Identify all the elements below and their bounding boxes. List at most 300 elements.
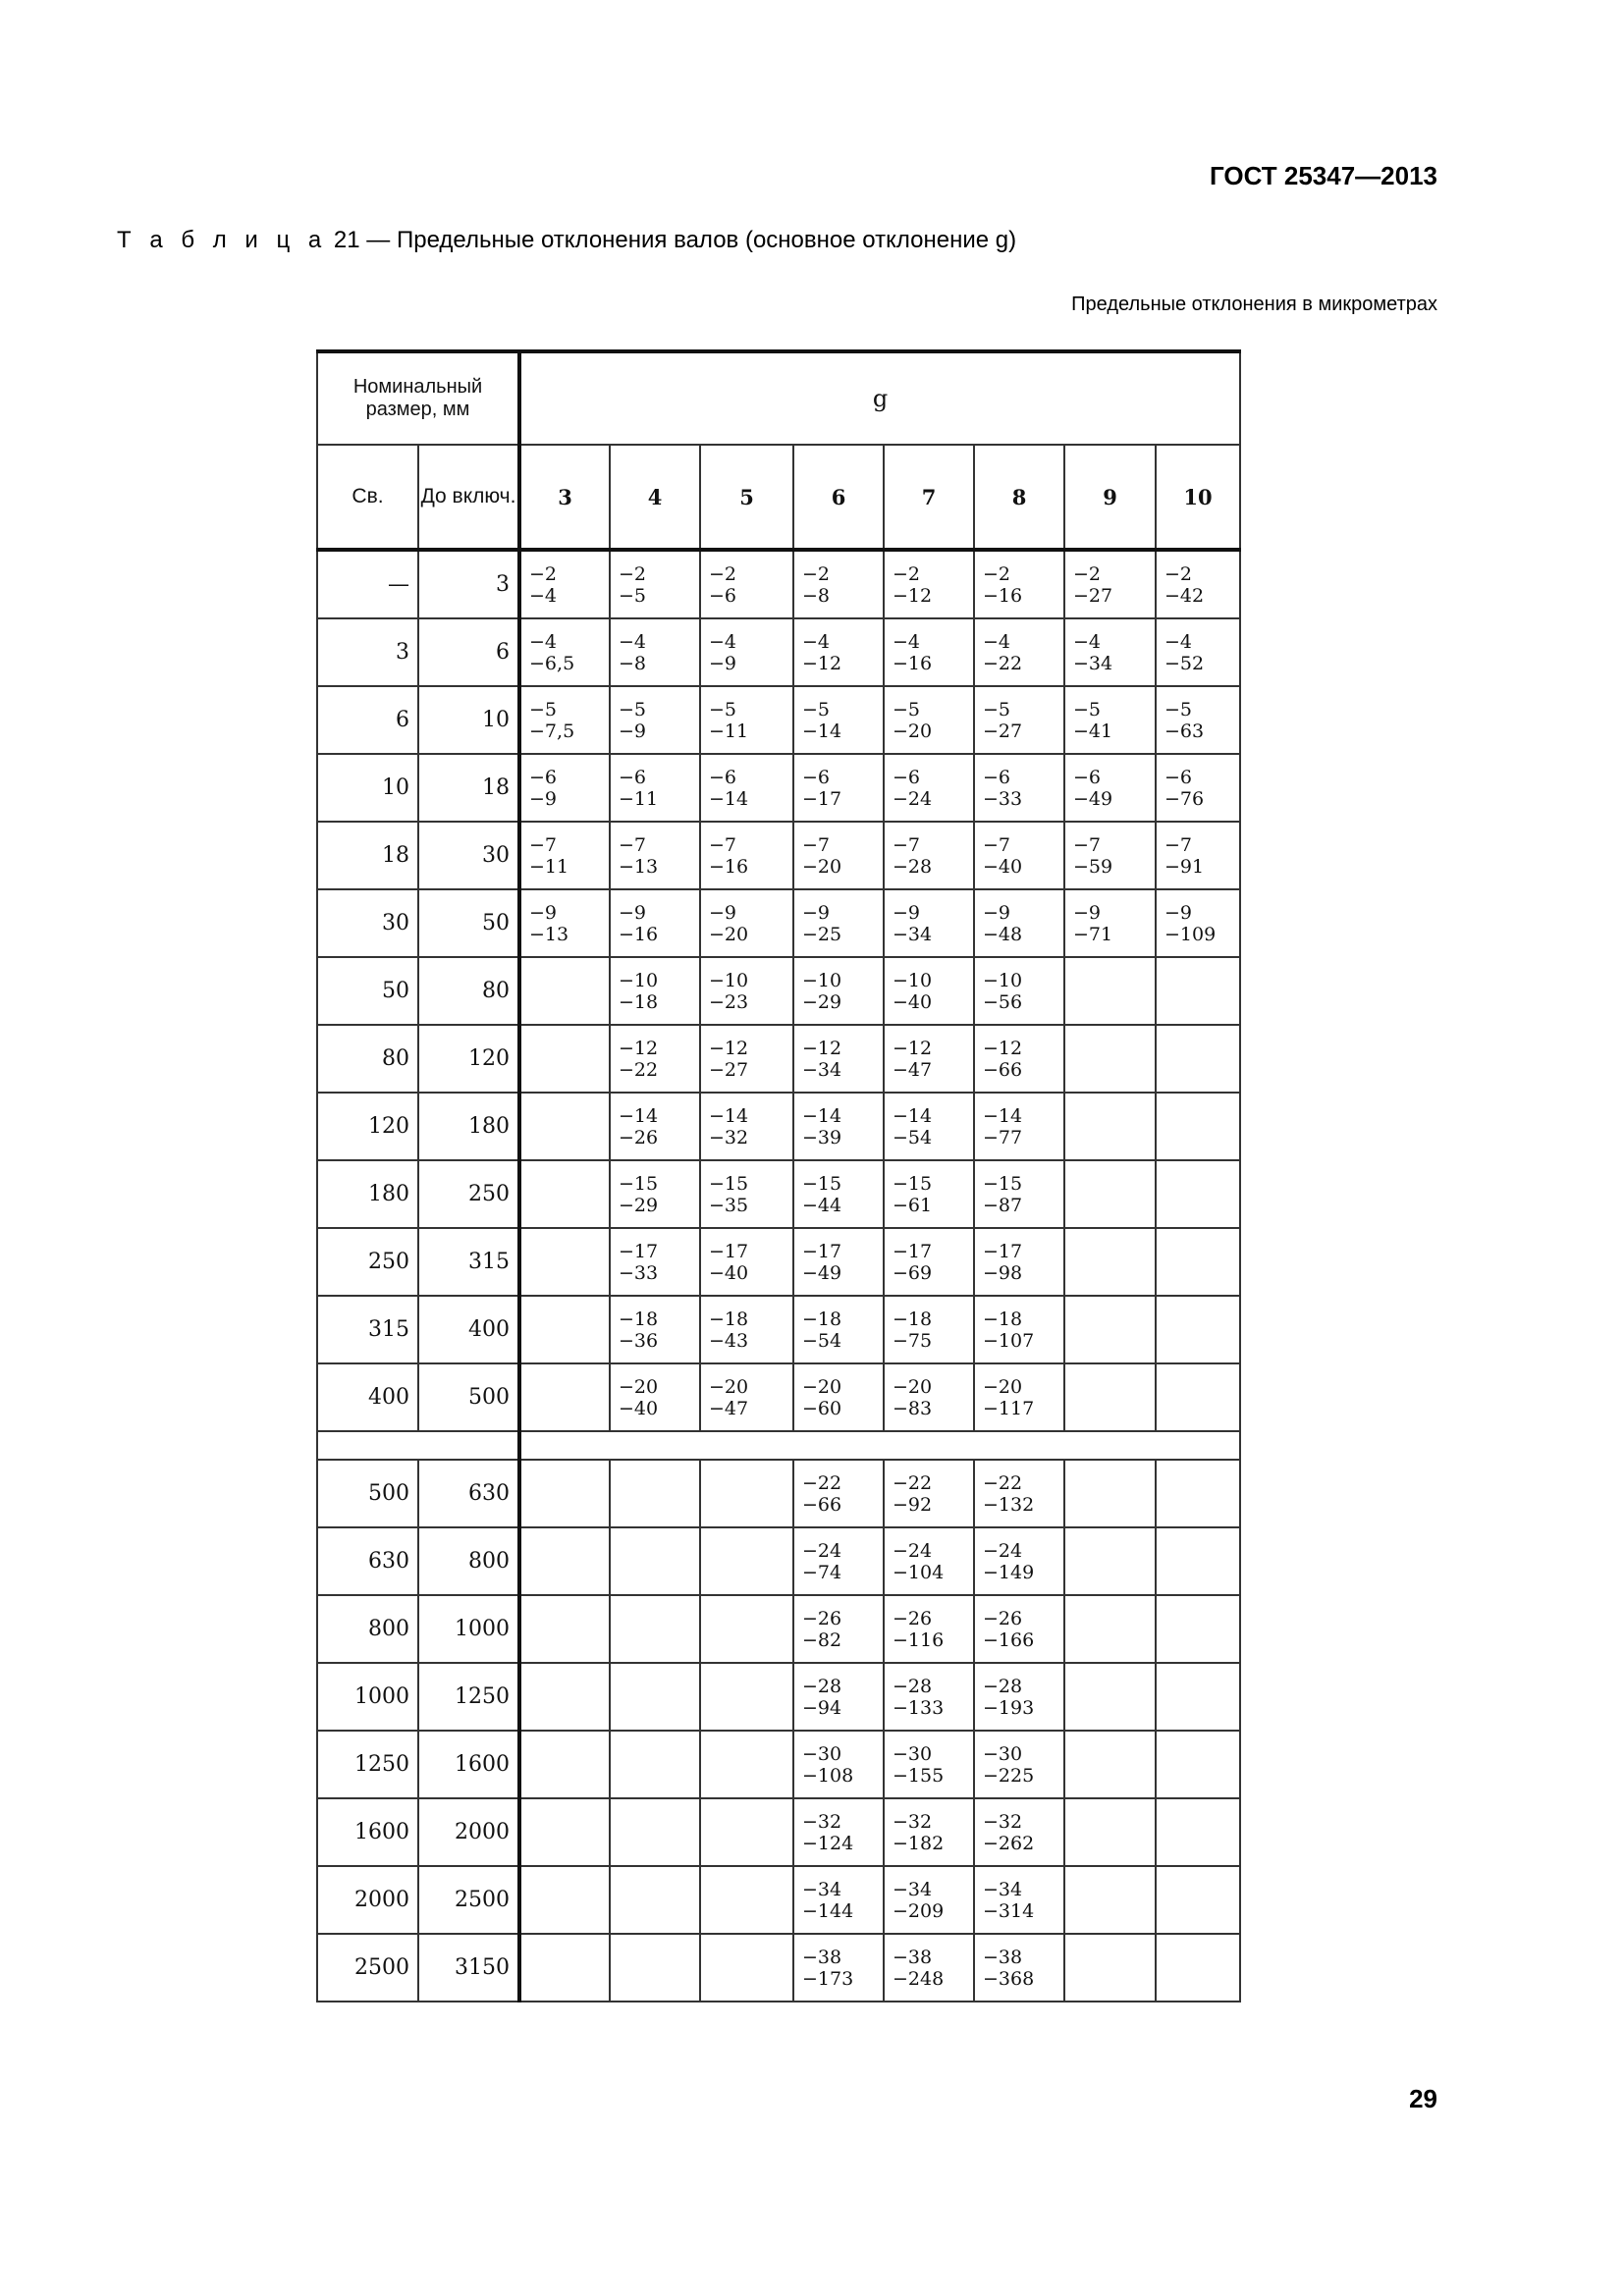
deviation-cell bbox=[793, 889, 884, 957]
upper-deviation: −2 bbox=[893, 562, 921, 585]
table-row bbox=[317, 1663, 1240, 1731]
table-row bbox=[317, 550, 1240, 618]
table-row bbox=[317, 822, 1240, 889]
deviation-cell bbox=[793, 822, 884, 889]
upper-deviation: −34 bbox=[893, 1878, 933, 1900]
lower-deviation: −144 bbox=[802, 1899, 854, 1922]
lower-deviation: −44 bbox=[802, 1194, 842, 1216]
deviation-cell bbox=[884, 1527, 974, 1595]
deviation-cell bbox=[884, 550, 974, 618]
page-number: 29 bbox=[1409, 2084, 1437, 2113]
upper-deviation: −7 bbox=[893, 833, 921, 856]
deviation-cell bbox=[519, 889, 610, 957]
deviation-cell bbox=[974, 686, 1064, 754]
lower-deviation: −36 bbox=[619, 1329, 659, 1352]
deviation-cell bbox=[1156, 889, 1240, 957]
deviation-cell bbox=[519, 822, 610, 889]
deviation-cell bbox=[700, 754, 793, 822]
quality-header: 5 bbox=[700, 445, 793, 550]
size-to-cell: 6 bbox=[418, 618, 519, 686]
deviation-cell bbox=[974, 618, 1064, 686]
upper-deviation: −15 bbox=[619, 1172, 659, 1195]
upper-deviation: −5 bbox=[1073, 698, 1102, 721]
upper-deviation: −4 bbox=[893, 630, 921, 653]
deviation-cell bbox=[1064, 1296, 1156, 1363]
quality-header: 3 bbox=[519, 445, 610, 550]
upper-deviation: −26 bbox=[802, 1607, 842, 1629]
lower-deviation: −56 bbox=[983, 990, 1023, 1013]
lower-deviation: −8 bbox=[619, 652, 647, 674]
size-from-cell: 2500 bbox=[317, 1934, 418, 2002]
upper-deviation: −7 bbox=[619, 833, 647, 856]
size-from-cell: 6 bbox=[317, 686, 418, 754]
upper-deviation: −22 bbox=[893, 1471, 933, 1494]
deviation-cell bbox=[884, 1025, 974, 1093]
lower-deviation: −66 bbox=[983, 1058, 1023, 1081]
lower-deviation: −262 bbox=[983, 1832, 1035, 1854]
deviation-cell bbox=[884, 957, 974, 1025]
upper-deviation: −7 bbox=[709, 833, 737, 856]
lower-deviation: −26 bbox=[619, 1126, 659, 1148]
deviation-cell bbox=[884, 618, 974, 686]
lower-deviation: −69 bbox=[893, 1261, 933, 1284]
deviation-cell bbox=[610, 1798, 700, 1866]
deviation-cell bbox=[793, 754, 884, 822]
size-from-cell: 50 bbox=[317, 957, 418, 1025]
deviation-cell bbox=[974, 1160, 1064, 1228]
lower-deviation: −107 bbox=[983, 1329, 1035, 1352]
deviation-cell bbox=[700, 1025, 793, 1093]
lower-deviation: −225 bbox=[983, 1764, 1035, 1787]
upper-deviation: −2 bbox=[802, 562, 831, 585]
size-from-cell: 500 bbox=[317, 1460, 418, 1527]
upper-deviation: −38 bbox=[802, 1946, 842, 1968]
lower-deviation: −52 bbox=[1164, 652, 1205, 674]
lower-deviation: −193 bbox=[983, 1696, 1035, 1719]
upper-deviation: −22 bbox=[802, 1471, 842, 1494]
deviation-cell bbox=[974, 957, 1064, 1025]
deviation-cell bbox=[519, 550, 610, 618]
size-from-cell: 2000 bbox=[317, 1866, 418, 1934]
size-to-cell: 1250 bbox=[418, 1663, 519, 1731]
deviation-cell bbox=[519, 1025, 610, 1093]
deviation-cell bbox=[1064, 1798, 1156, 1866]
deviation-cell bbox=[1064, 1160, 1156, 1228]
size-from-cell: 10 bbox=[317, 754, 418, 822]
deviation-cell bbox=[974, 1663, 1064, 1731]
deviation-cell bbox=[1156, 1160, 1240, 1228]
quality-header: 4 bbox=[610, 445, 700, 550]
table-row bbox=[317, 1460, 1240, 1527]
deviation-cell bbox=[610, 1731, 700, 1798]
deviation-cell bbox=[700, 957, 793, 1025]
lower-deviation: −16 bbox=[983, 584, 1023, 607]
deviation-cell bbox=[700, 1228, 793, 1296]
upper-deviation: −20 bbox=[619, 1375, 659, 1398]
lower-deviation: −16 bbox=[893, 652, 933, 674]
lower-deviation: −4 bbox=[529, 584, 558, 607]
deviation-cell bbox=[519, 1595, 610, 1663]
upper-deviation: −20 bbox=[709, 1375, 749, 1398]
deviation-cell bbox=[793, 550, 884, 618]
deviation-cell bbox=[793, 1527, 884, 1595]
deviation-cell bbox=[974, 1296, 1064, 1363]
upper-deviation: −18 bbox=[619, 1308, 659, 1330]
size-to-cell: 80 bbox=[418, 957, 519, 1025]
lower-deviation: −91 bbox=[1164, 855, 1205, 878]
deviation-cell bbox=[974, 1731, 1064, 1798]
lower-deviation: −6 bbox=[709, 584, 737, 607]
deviation-cell bbox=[793, 1228, 884, 1296]
lower-deviation: −5 bbox=[619, 584, 647, 607]
table-row bbox=[317, 889, 1240, 957]
upper-deviation: −26 bbox=[893, 1607, 933, 1629]
lower-deviation: −11 bbox=[529, 855, 569, 878]
upper-deviation: −32 bbox=[802, 1810, 842, 1833]
deviations-table bbox=[316, 349, 1241, 2002]
upper-deviation: −6 bbox=[1073, 766, 1102, 788]
deviation-cell bbox=[610, 754, 700, 822]
upper-deviation: −14 bbox=[893, 1104, 933, 1127]
deviation-cell bbox=[700, 686, 793, 754]
deviation-cell bbox=[974, 1363, 1064, 1431]
lower-deviation: −49 bbox=[1073, 787, 1113, 810]
lower-deviation: −27 bbox=[1073, 584, 1113, 607]
deviation-cell bbox=[884, 1296, 974, 1363]
upper-deviation: −7 bbox=[529, 833, 558, 856]
lower-deviation: −14 bbox=[709, 787, 749, 810]
deviation-cell bbox=[610, 1527, 700, 1595]
deviation-cell bbox=[1064, 754, 1156, 822]
deviation-cell bbox=[519, 1228, 610, 1296]
deviation-cell bbox=[793, 1731, 884, 1798]
subheader-row bbox=[317, 445, 1240, 550]
upper-deviation: −9 bbox=[1164, 901, 1193, 924]
deviation-cell bbox=[1156, 1296, 1240, 1363]
upper-deviation: −15 bbox=[709, 1172, 749, 1195]
upper-deviation: −2 bbox=[619, 562, 647, 585]
upper-deviation: −17 bbox=[619, 1240, 659, 1262]
upper-deviation: −38 bbox=[983, 1946, 1023, 1968]
deviation-cell bbox=[519, 1460, 610, 1527]
lower-deviation: −9 bbox=[709, 652, 737, 674]
upper-deviation: −12 bbox=[619, 1037, 659, 1059]
lower-deviation: −13 bbox=[619, 855, 659, 878]
size-from-cell: 3 bbox=[317, 618, 418, 686]
deviation-cell bbox=[1156, 1025, 1240, 1093]
deviation-cell bbox=[610, 822, 700, 889]
deviation-cell bbox=[793, 1160, 884, 1228]
lower-deviation: −18 bbox=[619, 990, 659, 1013]
deviation-cell bbox=[884, 1160, 974, 1228]
deviation-cell bbox=[1156, 550, 1240, 618]
deviation-cell bbox=[700, 1093, 793, 1160]
deviation-cell bbox=[884, 1934, 974, 2002]
upper-deviation: −9 bbox=[893, 901, 921, 924]
upper-deviation: −6 bbox=[893, 766, 921, 788]
upper-deviation: −32 bbox=[983, 1810, 1023, 1833]
deviation-cell bbox=[610, 1296, 700, 1363]
size-to-cell: 10 bbox=[418, 686, 519, 754]
upper-deviation: −9 bbox=[802, 901, 831, 924]
deviation-cell bbox=[884, 1595, 974, 1663]
table-row bbox=[317, 1595, 1240, 1663]
upper-deviation: −2 bbox=[983, 562, 1011, 585]
size-to-cell: 630 bbox=[418, 1460, 519, 1527]
deviation-cell bbox=[610, 1934, 700, 2002]
table-row bbox=[317, 618, 1240, 686]
lower-deviation: −6,5 bbox=[529, 652, 575, 674]
lower-deviation: −166 bbox=[983, 1629, 1035, 1651]
lower-deviation: −20 bbox=[893, 720, 933, 742]
deviation-cell bbox=[793, 618, 884, 686]
deviation-cell bbox=[793, 1663, 884, 1731]
deviation-cell bbox=[793, 1934, 884, 2002]
quality-header: 7 bbox=[884, 445, 974, 550]
upper-deviation: −5 bbox=[1164, 698, 1193, 721]
deviation-cell bbox=[610, 957, 700, 1025]
lower-deviation: −22 bbox=[983, 652, 1023, 674]
deviation-cell bbox=[793, 1093, 884, 1160]
upper-deviation: −4 bbox=[1164, 630, 1193, 653]
upper-deviation: −14 bbox=[619, 1104, 659, 1127]
lower-deviation: −32 bbox=[709, 1126, 749, 1148]
upper-deviation: −17 bbox=[802, 1240, 842, 1262]
deviation-cell bbox=[1064, 1025, 1156, 1093]
lower-deviation: −33 bbox=[983, 787, 1023, 810]
lower-deviation: −7,5 bbox=[529, 720, 575, 742]
deviation-cell bbox=[610, 1595, 700, 1663]
table-row bbox=[317, 1160, 1240, 1228]
lower-deviation: −34 bbox=[802, 1058, 842, 1081]
lower-deviation: −28 bbox=[893, 855, 933, 878]
deviation-cell bbox=[700, 1866, 793, 1934]
upper-deviation: −6 bbox=[1164, 766, 1193, 788]
upper-deviation: −24 bbox=[802, 1539, 842, 1562]
lower-deviation: −40 bbox=[983, 855, 1023, 878]
lower-deviation: −17 bbox=[802, 787, 842, 810]
upper-deviation: −18 bbox=[802, 1308, 842, 1330]
upper-deviation: −24 bbox=[983, 1539, 1023, 1562]
upper-deviation: −15 bbox=[983, 1172, 1023, 1195]
deviation-cell bbox=[610, 1866, 700, 1934]
deviation-cell bbox=[793, 1866, 884, 1934]
deviation-cell bbox=[974, 822, 1064, 889]
size-from-cell: 30 bbox=[317, 889, 418, 957]
size-to-cell: 400 bbox=[418, 1296, 519, 1363]
deviation-cell bbox=[610, 1025, 700, 1093]
deviation-cell bbox=[700, 1160, 793, 1228]
upper-deviation: −10 bbox=[983, 969, 1023, 991]
size-to-header: До включ. bbox=[418, 445, 519, 550]
deviation-cell bbox=[700, 1595, 793, 1663]
deviation-cell bbox=[700, 822, 793, 889]
upper-deviation: −15 bbox=[802, 1172, 842, 1195]
lower-deviation: −34 bbox=[893, 923, 933, 945]
deviation-cell bbox=[1156, 957, 1240, 1025]
deviation-cell bbox=[1064, 1866, 1156, 1934]
size-from-header: Св. bbox=[317, 445, 418, 550]
lower-deviation: −27 bbox=[983, 720, 1023, 742]
deviation-cell bbox=[793, 1296, 884, 1363]
size-from-cell: 1250 bbox=[317, 1731, 418, 1798]
lower-deviation: −77 bbox=[983, 1126, 1023, 1148]
deviation-g-header: g bbox=[519, 351, 1240, 445]
deviation-cell bbox=[974, 1595, 1064, 1663]
table-row bbox=[317, 1296, 1240, 1363]
lower-deviation: −314 bbox=[983, 1899, 1035, 1922]
deviation-cell bbox=[793, 1460, 884, 1527]
deviation-cell bbox=[1064, 1460, 1156, 1527]
deviation-cell bbox=[974, 1527, 1064, 1595]
upper-deviation: −34 bbox=[802, 1878, 842, 1900]
deviation-cell bbox=[1064, 957, 1156, 1025]
deviation-cell bbox=[974, 754, 1064, 822]
lower-deviation: −11 bbox=[709, 720, 749, 742]
lower-deviation: −132 bbox=[983, 1493, 1035, 1516]
upper-deviation: −4 bbox=[619, 630, 647, 653]
document-standard-number: ГОСТ 25347—2013 bbox=[1210, 161, 1437, 190]
lower-deviation: −82 bbox=[802, 1629, 842, 1651]
size-from-cell: 18 bbox=[317, 822, 418, 889]
deviation-cell bbox=[1064, 822, 1156, 889]
deviation-cell bbox=[884, 1460, 974, 1527]
lower-deviation: −34 bbox=[1073, 652, 1113, 674]
lower-deviation: −9 bbox=[619, 720, 647, 742]
lower-deviation: −59 bbox=[1073, 855, 1113, 878]
table-row bbox=[317, 686, 1240, 754]
deviation-cell bbox=[1156, 1798, 1240, 1866]
size-to-cell: 2000 bbox=[418, 1798, 519, 1866]
size-to-cell: 1600 bbox=[418, 1731, 519, 1798]
deviation-cell bbox=[519, 1663, 610, 1731]
deviation-cell bbox=[610, 686, 700, 754]
size-to-cell: 18 bbox=[418, 754, 519, 822]
size-to-cell: 3 bbox=[418, 550, 519, 618]
lower-deviation: −155 bbox=[893, 1764, 945, 1787]
lower-deviation: −124 bbox=[802, 1832, 854, 1854]
deviation-cell bbox=[974, 1228, 1064, 1296]
size-from-cell: 120 bbox=[317, 1093, 418, 1160]
lower-deviation: −104 bbox=[893, 1561, 945, 1583]
lower-deviation: −22 bbox=[619, 1058, 659, 1081]
table-row bbox=[317, 1731, 1240, 1798]
deviation-cell bbox=[1064, 1595, 1156, 1663]
lower-deviation: −109 bbox=[1164, 923, 1217, 945]
deviation-cell bbox=[884, 686, 974, 754]
table-row bbox=[317, 1866, 1240, 1934]
upper-deviation: −7 bbox=[1164, 833, 1193, 856]
size-to-cell: 120 bbox=[418, 1025, 519, 1093]
upper-deviation: −38 bbox=[893, 1946, 933, 1968]
deviation-cell bbox=[519, 1296, 610, 1363]
lower-deviation: −117 bbox=[983, 1397, 1035, 1419]
lower-deviation: −71 bbox=[1073, 923, 1113, 945]
deviation-cell bbox=[610, 1663, 700, 1731]
lower-deviation: −75 bbox=[893, 1329, 933, 1352]
deviation-cell bbox=[610, 1460, 700, 1527]
lower-deviation: −29 bbox=[802, 990, 842, 1013]
lower-deviation: −54 bbox=[893, 1126, 933, 1148]
table-gap-row bbox=[317, 1431, 1240, 1460]
upper-deviation: −20 bbox=[983, 1375, 1023, 1398]
deviation-cell bbox=[1156, 754, 1240, 822]
deviation-cell bbox=[519, 1866, 610, 1934]
lower-deviation: −92 bbox=[893, 1493, 933, 1516]
deviation-cell bbox=[519, 1527, 610, 1595]
upper-deviation: −10 bbox=[893, 969, 933, 991]
size-from-cell: — bbox=[317, 550, 418, 618]
deviation-cell bbox=[974, 1093, 1064, 1160]
size-to-cell: 800 bbox=[418, 1527, 519, 1595]
lower-deviation: −27 bbox=[709, 1058, 749, 1081]
lower-deviation: −94 bbox=[802, 1696, 842, 1719]
deviation-cell bbox=[519, 1160, 610, 1228]
size-from-cell: 180 bbox=[317, 1160, 418, 1228]
quality-header: 9 bbox=[1064, 445, 1156, 550]
deviation-cell bbox=[519, 1363, 610, 1431]
upper-deviation: −15 bbox=[893, 1172, 933, 1195]
deviation-cell bbox=[884, 754, 974, 822]
upper-deviation: −7 bbox=[1073, 833, 1102, 856]
upper-deviation: −9 bbox=[1073, 901, 1102, 924]
units-note: Предельные отклонения в микрометрах bbox=[1071, 294, 1437, 315]
table-row bbox=[317, 754, 1240, 822]
deviation-cell bbox=[610, 1228, 700, 1296]
lower-deviation: −149 bbox=[983, 1561, 1035, 1583]
lower-deviation: −74 bbox=[802, 1561, 842, 1583]
upper-deviation: −7 bbox=[802, 833, 831, 856]
deviation-cell bbox=[1156, 1527, 1240, 1595]
deviation-cell bbox=[974, 1934, 1064, 2002]
deviation-cell bbox=[793, 1798, 884, 1866]
lower-deviation: −14 bbox=[802, 720, 842, 742]
upper-deviation: −4 bbox=[802, 630, 831, 653]
lower-deviation: −12 bbox=[893, 584, 933, 607]
deviation-cell bbox=[700, 618, 793, 686]
deviation-cell bbox=[1156, 618, 1240, 686]
deviation-cell bbox=[1156, 1228, 1240, 1296]
upper-deviation: −6 bbox=[802, 766, 831, 788]
lower-deviation: −60 bbox=[802, 1397, 842, 1419]
lower-deviation: −23 bbox=[709, 990, 749, 1013]
lower-deviation: −54 bbox=[802, 1329, 842, 1352]
deviation-cell bbox=[700, 1934, 793, 2002]
upper-deviation: −2 bbox=[709, 562, 737, 585]
lower-deviation: −76 bbox=[1164, 787, 1205, 810]
upper-deviation: −30 bbox=[893, 1742, 933, 1765]
upper-deviation: −4 bbox=[1073, 630, 1102, 653]
deviation-cell bbox=[974, 550, 1064, 618]
upper-deviation: −17 bbox=[893, 1240, 933, 1262]
deviation-cell bbox=[1064, 1228, 1156, 1296]
deviation-cell bbox=[700, 1296, 793, 1363]
lower-deviation: −61 bbox=[893, 1194, 933, 1216]
size-from-cell: 250 bbox=[317, 1228, 418, 1296]
lower-deviation: −133 bbox=[893, 1696, 945, 1719]
lower-deviation: −8 bbox=[802, 584, 831, 607]
upper-deviation: −12 bbox=[983, 1037, 1023, 1059]
quality-header: 6 bbox=[793, 445, 884, 550]
lower-deviation: −49 bbox=[802, 1261, 842, 1284]
upper-deviation: −2 bbox=[1164, 562, 1193, 585]
deviation-cell bbox=[884, 1798, 974, 1866]
table-caption bbox=[117, 227, 1016, 254]
lower-deviation: −47 bbox=[893, 1058, 933, 1081]
upper-deviation: −6 bbox=[983, 766, 1011, 788]
lower-deviation: −12 bbox=[802, 652, 842, 674]
upper-deviation: −5 bbox=[983, 698, 1011, 721]
